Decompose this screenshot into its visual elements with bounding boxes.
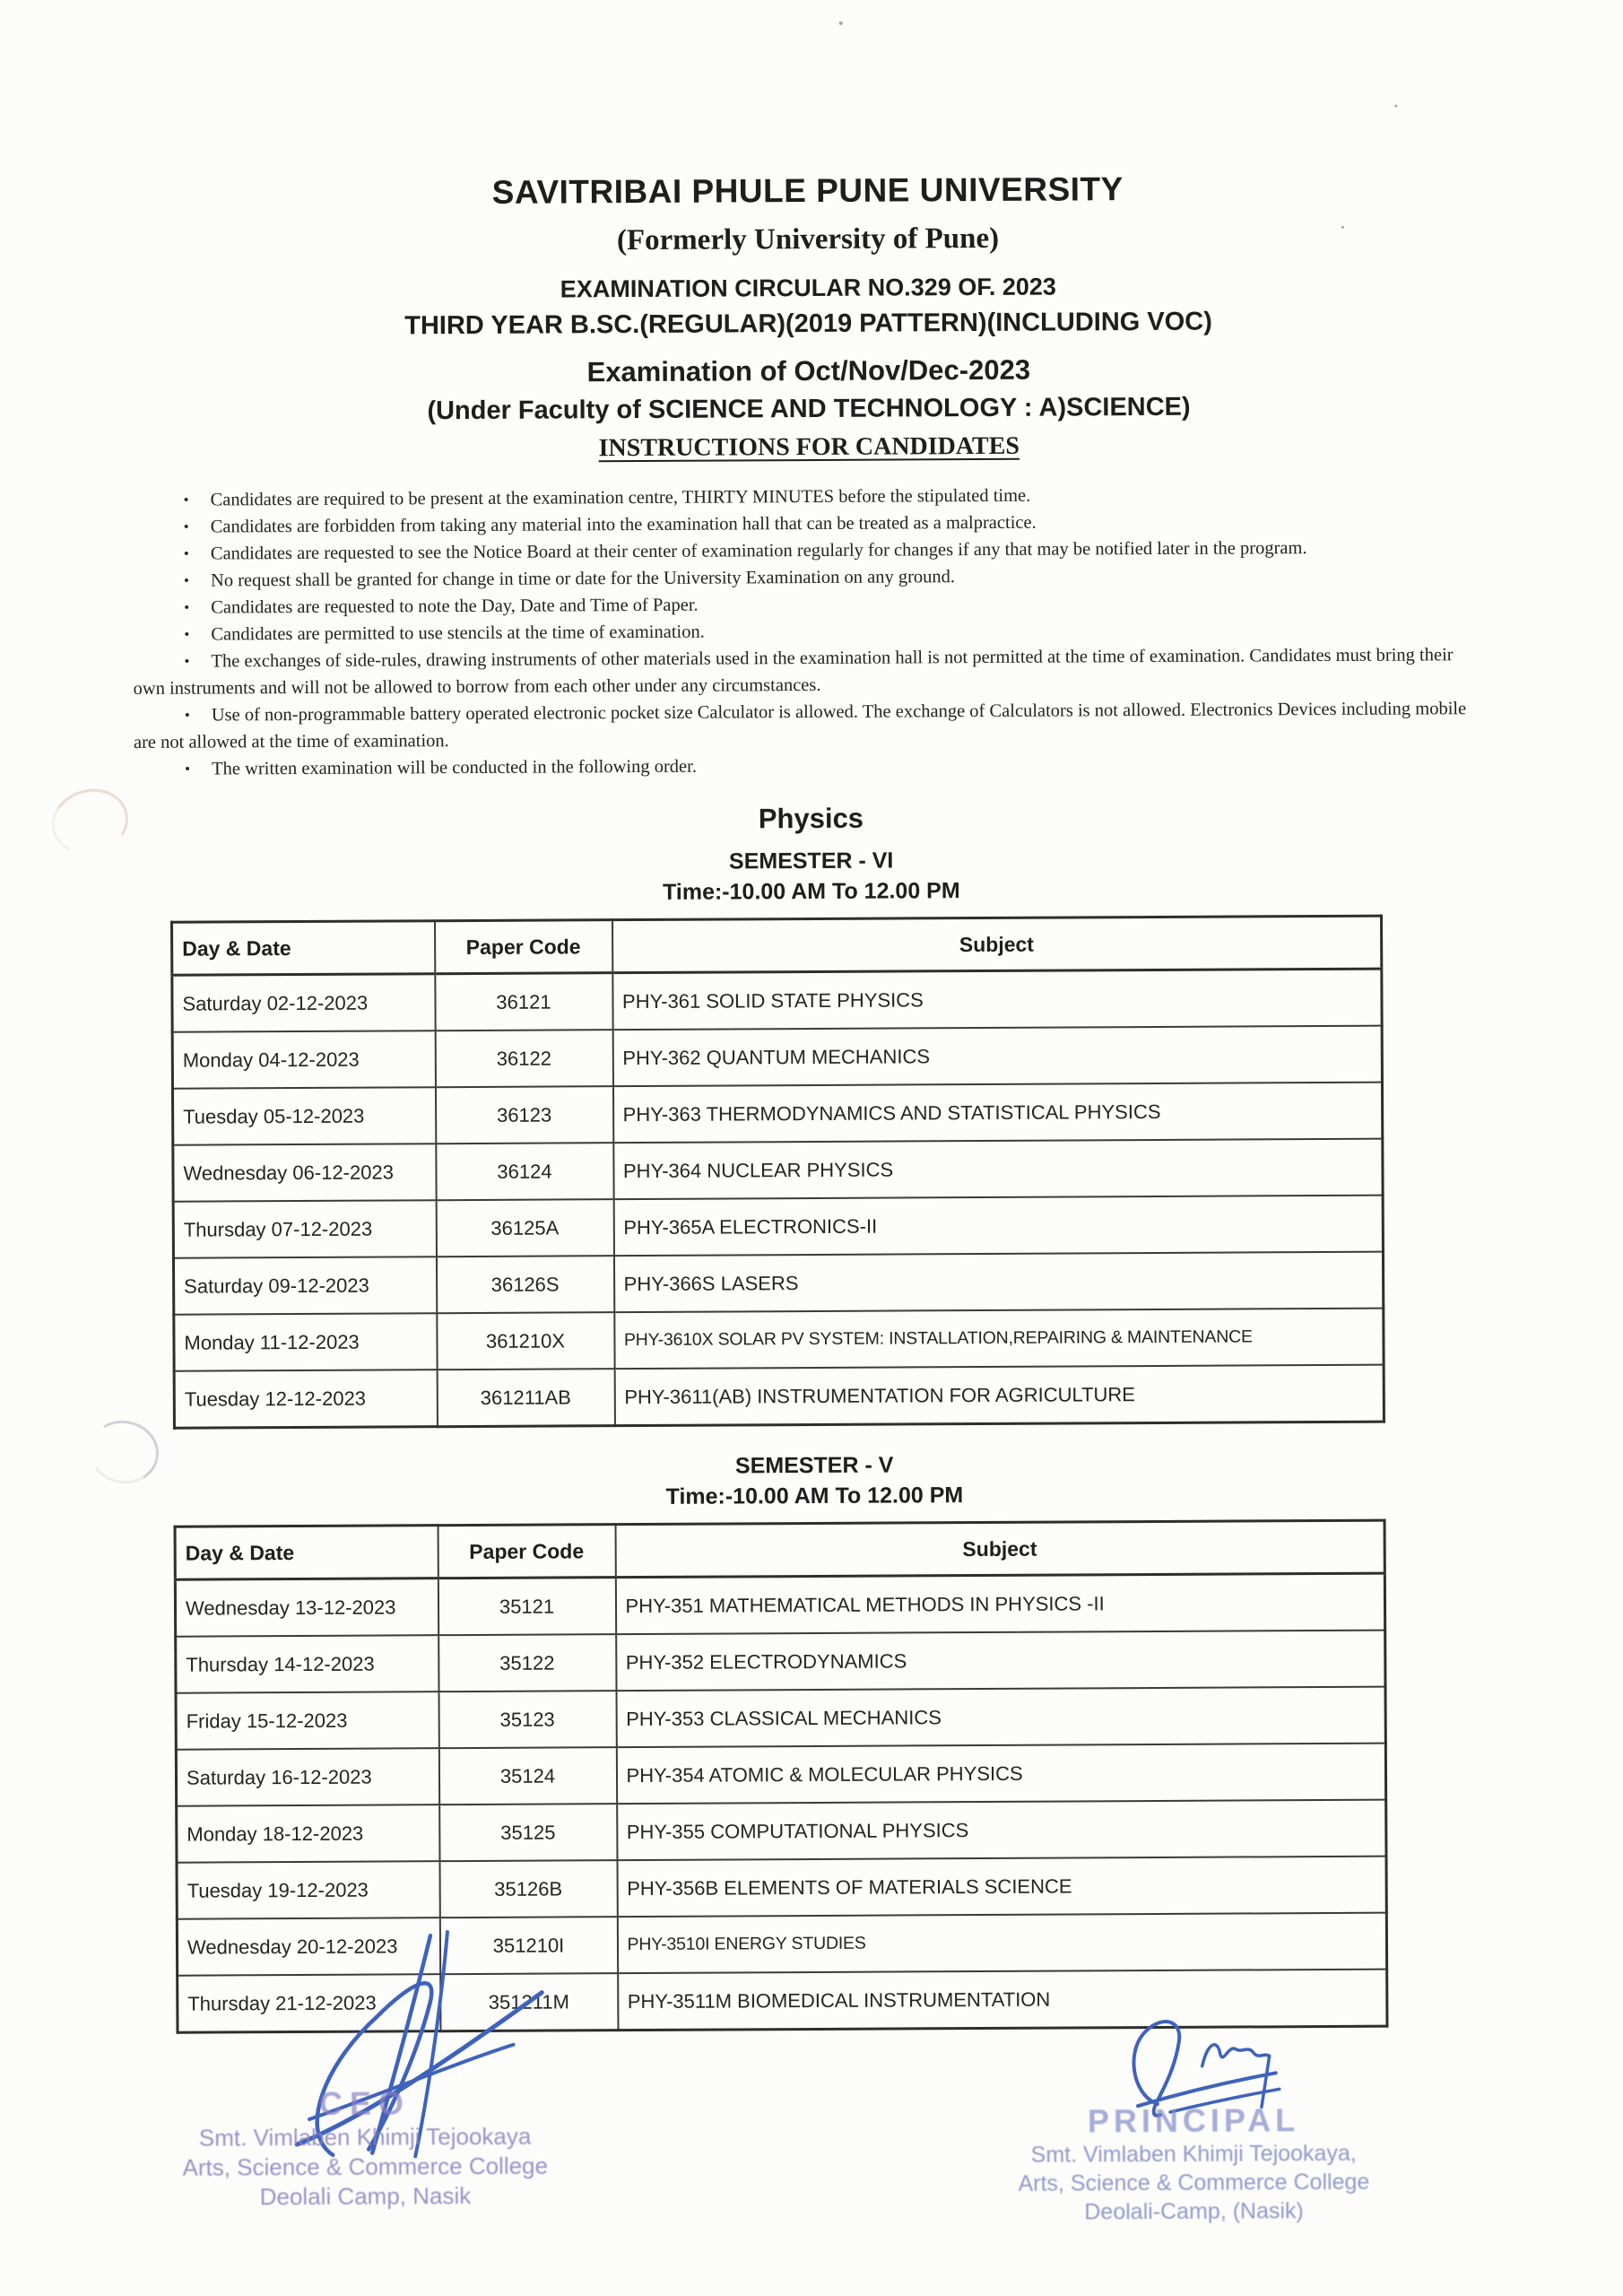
subject-cell: PHY-356B ELEMENTS OF MATERIALS SCIENCE xyxy=(617,1857,1386,1917)
day-date-cell: Thursday 07-12-2023 xyxy=(173,1200,436,1258)
day-date-cell: Thursday 14-12-2023 xyxy=(176,1635,438,1693)
instruction-text: The exchanges of side-rules, drawing instruments of other materials used in the examination hall is not permitted at the time of examination. Candidates must bring their own instruments and will not be allowed to borrow from each other under any circumstances. xyxy=(133,645,1454,699)
col-header-paper-code: Paper Code xyxy=(438,1525,615,1578)
day-date-cell: Saturday 16-12-2023 xyxy=(176,1748,438,1806)
exam-session: Examination of Oct/Nov/Dec-2023 xyxy=(586,353,1031,388)
subject-cell: PHY-354 ATOMIC & MOLECULAR PHYSICS xyxy=(616,1744,1385,1804)
instruction-text: Candidates are permitted to use stencils at the time of examination. xyxy=(211,622,705,645)
principal-stamp xyxy=(1009,2101,1379,2227)
subject-cell: PHY-353 CLASSICAL MECHANICS xyxy=(616,1687,1385,1747)
instruction-text: No request shall be granted for change in time or date for the University Examination on any ground. xyxy=(210,567,956,591)
table-row xyxy=(174,1309,1384,1371)
paper-code-cell: 36124 xyxy=(436,1143,613,1200)
paper-code-cell: 35126B xyxy=(439,1860,617,1918)
col-header-subject: Subject xyxy=(615,1520,1384,1577)
stamp-college-type: Arts, Science & Commerce College xyxy=(1018,2169,1370,2196)
ceo-stamp xyxy=(169,2083,561,2212)
day-date-cell: Saturday 09-12-2023 xyxy=(173,1257,436,1315)
stamp-college-place: Deolali-Camp, (Nasik) xyxy=(1084,2198,1304,2225)
table-row xyxy=(173,1139,1383,1202)
semester-5-heading: SEMESTER - V xyxy=(734,1452,894,1479)
bullet-glyph: • xyxy=(183,571,190,589)
paper-code-cell: 35125 xyxy=(439,1804,617,1861)
instructions-list xyxy=(132,480,1479,783)
subject-cell: PHY-366S LASERS xyxy=(613,1252,1383,1312)
stamp-college-name: Smt. Vimlaben Khimji Tejookaya, xyxy=(1030,2140,1357,2168)
paper-code-cell: 35121 xyxy=(438,1578,615,1636)
bullet-glyph: • xyxy=(183,544,189,562)
subject-heading: Physics xyxy=(758,802,864,835)
subject-cell: PHY-351 MATHEMATICAL METHODS IN PHYSICS -II xyxy=(615,1573,1384,1634)
table-row xyxy=(176,1744,1385,1806)
bullet-glyph: • xyxy=(184,625,190,643)
instruction-text: Candidates are forbidden from taking any material into the examination hall that can be treated as a malpractice. xyxy=(210,512,1037,537)
table-row xyxy=(172,1026,1382,1089)
instruction-text: The written examination will be conducted in the following order. xyxy=(212,756,697,779)
instruction-item xyxy=(133,641,1478,702)
scan-speck xyxy=(1341,226,1344,229)
scan-speck xyxy=(1394,105,1397,108)
paper-code-cell: 36123 xyxy=(435,1086,612,1144)
subject-cell: PHY-3611(AB) INSTRUMENTATION FOR AGRICULTURE xyxy=(614,1365,1384,1426)
day-date-cell: Wednesday 13-12-2023 xyxy=(175,1578,438,1637)
paper-code-cell: 361210X xyxy=(437,1312,614,1370)
day-date-cell: Saturday 02-12-2023 xyxy=(172,974,435,1032)
col-header-subject: Subject xyxy=(612,916,1382,972)
punch-hole-artifact xyxy=(44,780,135,863)
table-row xyxy=(177,1800,1386,1863)
paper-code-cell: 361211AB xyxy=(437,1369,614,1427)
subject-cell: PHY-3610X SOLAR PV SYSTEM: INSTALLATION,REPAIRING & MAINTENANCE xyxy=(614,1309,1384,1369)
instructions-title: INSTRUCTIONS FOR CANDIDATES xyxy=(598,431,1020,463)
day-date-cell: Monday 18-12-2023 xyxy=(177,1805,439,1863)
subject-cell: PHY-363 THERMODYNAMICS AND STATISTICAL PHYSICS xyxy=(612,1083,1382,1143)
col-header-paper-code: Paper Code xyxy=(435,920,612,974)
university-title: SAVITRIBAI PHULE PUNE UNIVERSITY xyxy=(491,170,1124,211)
bullet-glyph: • xyxy=(183,517,189,535)
table-header-row xyxy=(175,1520,1384,1579)
stamp-college-place: Deolali Camp, Nasik xyxy=(259,2182,472,2211)
bullet-glyph: • xyxy=(184,652,190,670)
day-date-cell: Tuesday 05-12-2023 xyxy=(172,1087,435,1145)
subject-cell: PHY-364 NUCLEAR PHYSICS xyxy=(613,1139,1383,1199)
paper-code-cell: 35124 xyxy=(438,1747,616,1805)
subject-cell: PHY-365A ELECTRONICS-II xyxy=(613,1196,1383,1256)
semester-5-time: Time:-10.00 AM To 12.00 PM xyxy=(665,1483,964,1509)
table-row xyxy=(172,1083,1382,1145)
paper-code-cell: 36126S xyxy=(436,1256,613,1313)
stamp-role-ceo: CEO xyxy=(318,2084,412,2122)
formerly-subtitle: (Formerly University of Pune) xyxy=(616,222,1000,257)
table-header-row xyxy=(172,916,1382,975)
col-header-day-date: Day & Date xyxy=(175,1526,438,1580)
instruction-item xyxy=(134,695,1479,756)
day-date-cell: Friday 15-12-2023 xyxy=(176,1692,438,1750)
subject-cell: PHY-361 SOLID STATE PHYSICS xyxy=(612,969,1382,1030)
day-date-cell: Monday 04-12-2023 xyxy=(172,1031,435,1089)
day-date-cell: Wednesday 06-12-2023 xyxy=(173,1144,436,1202)
course-title: THIRD YEAR B.SC.(REGULAR)(2019 PATTERN)(INCLUDING VOC) xyxy=(404,307,1212,341)
day-date-cell: Monday 11-12-2023 xyxy=(174,1313,437,1371)
paper-code-cell: 351210I xyxy=(439,1917,617,1974)
day-date-cell: Thursday 21-12-2023 xyxy=(178,1974,440,2032)
paper-code-cell: 351211M xyxy=(440,1973,618,2031)
subject-cell: PHY-355 COMPUTATIONAL PHYSICS xyxy=(617,1800,1386,1860)
paper-code-cell: 36122 xyxy=(435,1030,612,1087)
subject-cell: PHY-3511M BIOMEDICAL INSTRUMENTATION xyxy=(618,1970,1387,2031)
subject-cell: PHY-362 QUANTUM MECHANICS xyxy=(612,1026,1382,1086)
paper-code-cell: 35122 xyxy=(438,1634,616,1692)
subject-cell: PHY-3510I ENERGY STUDIES xyxy=(617,1913,1386,1973)
bullet-glyph: • xyxy=(185,760,191,778)
paper-code-cell: 36121 xyxy=(435,973,612,1031)
table-row xyxy=(173,1196,1383,1258)
instruction-text: Candidates are requested to see the Notice Board at their center of examination regularly for changes if any that may be notified later in the program. xyxy=(210,538,1307,564)
day-date-cell: Tuesday 12-12-2023 xyxy=(174,1370,437,1428)
scan-speck xyxy=(839,22,843,25)
table-row xyxy=(176,1631,1385,1693)
table-row xyxy=(173,1252,1383,1315)
table-row xyxy=(176,1687,1385,1750)
bullet-glyph: • xyxy=(184,706,190,724)
instruction-text: Candidates are requested to note the Day, Date and Time of Paper. xyxy=(211,595,699,618)
bullet-glyph: • xyxy=(184,598,190,616)
day-date-cell: Wednesday 20-12-2023 xyxy=(177,1918,439,1976)
semester-6-time: Time:-10.00 AM To 12.00 PM xyxy=(662,878,960,905)
instruction-text: Candidates are required to be present at the examination centre, THIRTY MINUTES before the stipulated time. xyxy=(210,485,1031,510)
table-row xyxy=(172,969,1382,1032)
faculty-line: (Under Faculty of SCIENCE AND TECHNOLOGY : A)SCIENCE) xyxy=(427,392,1191,426)
circular-number: EXAMINATION CIRCULAR NO.329 OF. 2023 xyxy=(560,273,1056,303)
semester-6-timetable xyxy=(170,915,1385,1430)
table-row xyxy=(174,1365,1384,1429)
table-row xyxy=(175,1573,1384,1637)
stamp-college-type: Arts, Science & Commerce College xyxy=(182,2152,549,2181)
paper-code-cell: 36125A xyxy=(436,1199,613,1257)
day-date-cell: Tuesday 19-12-2023 xyxy=(177,1861,439,1919)
subject-cell: PHY-352 ELECTRODYNAMICS xyxy=(616,1631,1385,1691)
bullet-glyph: • xyxy=(183,491,189,509)
paper-code-cell: 35123 xyxy=(438,1691,616,1748)
table-row xyxy=(177,1857,1386,1919)
col-header-day-date: Day & Date xyxy=(172,921,435,976)
stamp-college-name: Smt. Vimlaben Khimji Tejookaya xyxy=(198,2122,532,2152)
semester-6-heading: SEMESTER - VI xyxy=(728,848,894,874)
instruction-text: Use of non-programmable battery operated electronic pocket size Calculator is allowed. The exchange of Calculators is not allowed. Electronics Devices including mobile are not allowed at the time of examination. xyxy=(133,699,1467,752)
stamp-role-principal: PRINCIPAL xyxy=(1087,2101,1300,2140)
